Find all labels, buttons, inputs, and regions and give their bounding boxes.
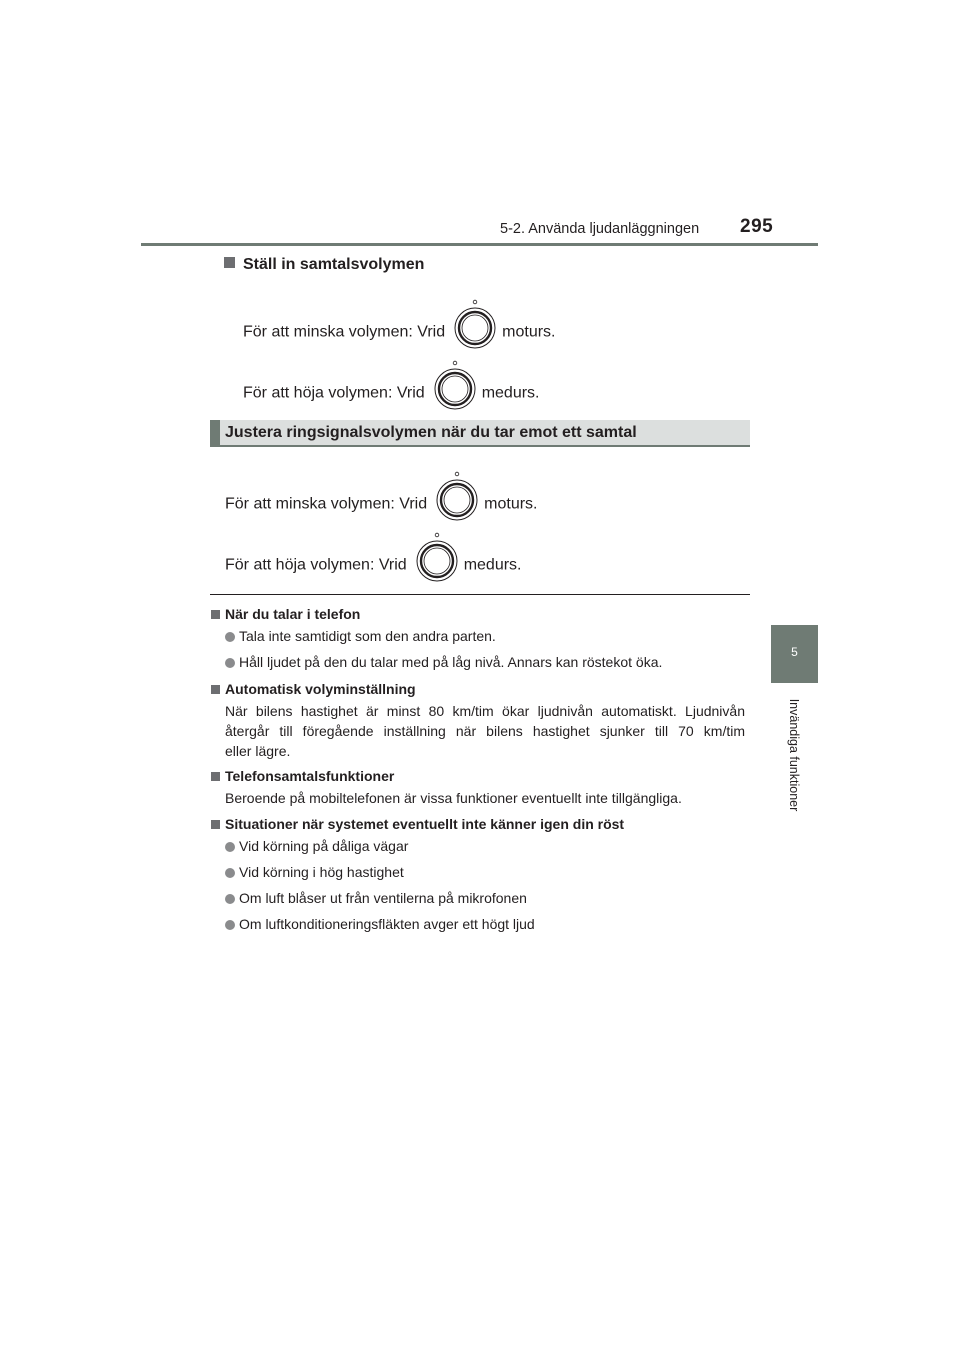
circle-bullet-icon — [225, 868, 235, 878]
instruction-direction: moturs. — [484, 495, 538, 513]
paragraph-line: eller lägre. — [225, 743, 291, 759]
note-title-text: Telefonsamtalsfunktioner — [225, 768, 395, 784]
note-auto-volume-title — [211, 681, 416, 697]
ringtone-decrease-line — [225, 476, 537, 533]
instruction-direction: medurs. — [463, 556, 522, 574]
volume-knob-icon — [453, 298, 497, 355]
instruction-text: För att minska volymen: Vrid — [243, 323, 446, 341]
paragraph-line: återgår till föregående inställning när bilens hastighet sjunker till 70 km/tim — [225, 723, 745, 739]
ringtone-increase-line — [225, 537, 522, 594]
bullet-text: Vid körning på dåliga vägar — [239, 838, 409, 854]
square-bullet-icon — [211, 685, 220, 694]
circle-bullet-icon — [225, 894, 235, 904]
note-bullet — [225, 838, 408, 854]
header-rule — [141, 243, 818, 246]
circle-bullet-icon — [225, 842, 235, 852]
bullet-text: Om luftkonditioneringsfläkten avger ett högt ljud — [239, 916, 535, 932]
page-number: 295 — [740, 216, 774, 237]
call-volume-increase-line — [243, 365, 540, 422]
call-volume-title: Ställ in samtalsvolymen — [243, 256, 425, 273]
paragraph-line: När bilens hastighet är minst 80 km/tim ökar ljudnivån automatiskt. Ljudnivån — [225, 703, 745, 719]
chapter-title: Invändiga funktioner — [787, 698, 801, 812]
bullet-text: Vid körning i hög hastighet — [239, 864, 404, 880]
bullet-text: Om luft blåser ut från ventilerna på mikrofonen — [239, 890, 527, 906]
call-volume-decrease-line — [243, 304, 555, 361]
section-banner-rule — [210, 445, 750, 447]
volume-knob-icon — [433, 359, 477, 416]
instruction-direction: medurs. — [481, 384, 540, 402]
instruction-text: För att minska volymen: Vrid — [225, 495, 428, 513]
volume-knob-icon — [435, 470, 479, 527]
square-bullet-icon — [211, 820, 220, 829]
header-section-title: 5-2. Använda ljudanläggningen — [500, 221, 700, 237]
instruction-text: För att höja volymen: Vrid — [225, 556, 407, 574]
instruction-direction: moturs. — [502, 323, 556, 341]
ringtone-section-title: Justera ringsignalsvolymen när du tar emot ett samtal — [225, 424, 637, 441]
note-phone-functions-text: Beroende på mobiltelefonen är vissa funktioner eventuellt inte tillgängliga. — [225, 790, 682, 806]
bullet-text: Håll ljudet på den du talar med på låg nivå. Annars kan röstekot öka. — [239, 654, 663, 670]
instruction-text: För att höja volymen: Vrid — [243, 384, 425, 402]
note-bullet — [225, 864, 404, 880]
circle-bullet-icon — [225, 632, 235, 642]
square-bullet-icon — [211, 610, 220, 619]
circle-bullet-icon — [225, 658, 235, 668]
note-title-text: Situationer när systemet eventuellt inte känner igen din röst — [225, 816, 625, 832]
note-bullet — [225, 916, 535, 932]
note-talking-title — [211, 606, 360, 622]
note-title-text: Automatisk volyminställning — [225, 681, 416, 697]
note-bullet — [225, 654, 662, 670]
note-bullet — [225, 890, 527, 906]
square-bullet-icon — [224, 257, 235, 268]
section-banner-accent — [210, 420, 220, 445]
note-auto-volume-text — [225, 701, 745, 761]
square-bullet-icon — [211, 772, 220, 781]
note-bullet — [225, 628, 496, 644]
note-phone-functions-title — [211, 768, 394, 784]
volume-knob-icon — [415, 531, 459, 588]
call-volume-heading — [224, 256, 424, 274]
notes-separator — [210, 594, 750, 595]
circle-bullet-icon — [225, 920, 235, 930]
note-voice-recognition-title — [211, 816, 624, 832]
chapter-number: 5 — [791, 645, 798, 659]
bullet-text: Tala inte samtidigt som den andra parten. — [239, 628, 496, 644]
note-title-text: När du talar i telefon — [225, 606, 361, 622]
